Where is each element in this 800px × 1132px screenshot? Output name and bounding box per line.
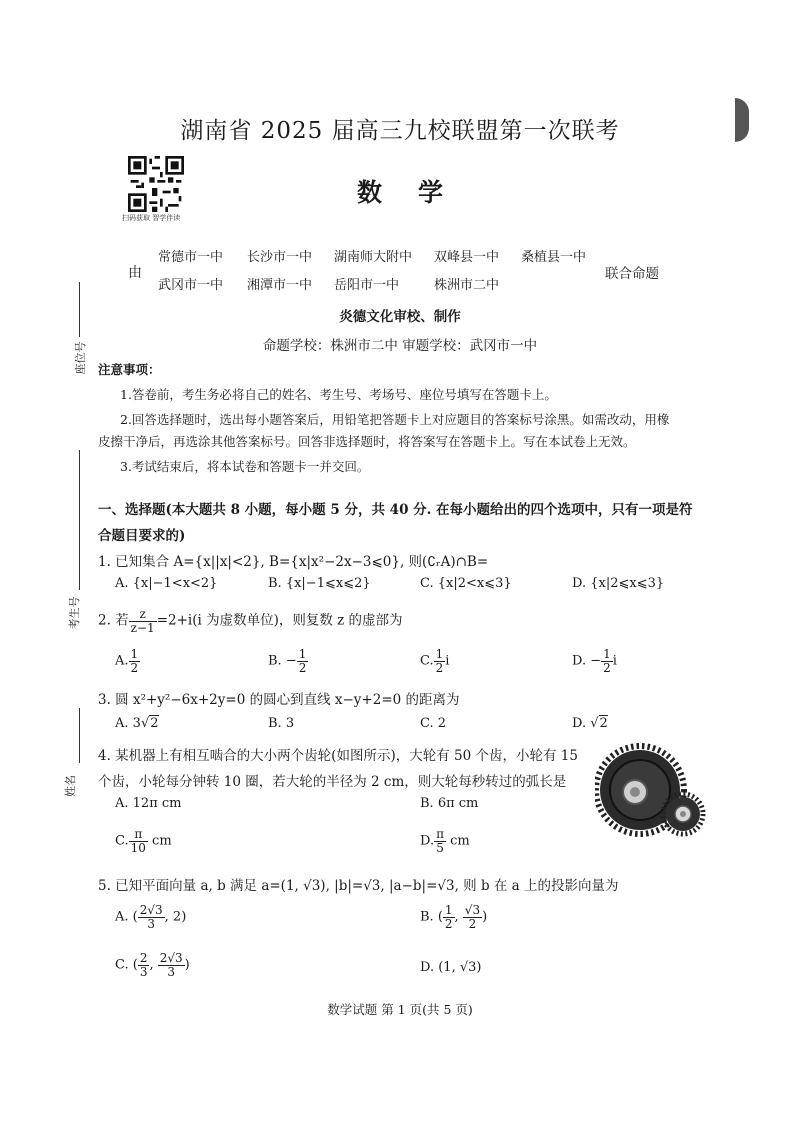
notice-heading: 注意事项：	[98, 362, 161, 377]
small-gear	[663, 794, 703, 834]
setter-line: 命题学校：株洲市二中 审题学校：武冈市一中	[262, 338, 538, 354]
q4-option-b: B. 6π cm	[420, 796, 479, 811]
q2-option-c: C. $\frac{1}{2}$ i	[420, 647, 450, 675]
qr-code[interactable]	[128, 156, 184, 212]
q3-option-c: C. 2	[420, 716, 447, 731]
notice-item-2b: 皮擦干净后，再选涂其他答案标号。回答非选择题时，将答案写在答题卡上。写在本试卷上无效。	[98, 434, 636, 449]
school-7: 湘潭市一中	[247, 278, 313, 293]
school-6: 武冈市一中	[158, 278, 224, 293]
section1-heading-line1: 一、选择题(本大题共 8 小题，每小题 5 分，共 40 分. 在每小题给出的四个选项中，只有一项是符	[98, 502, 693, 518]
school-4: 双峰县一中	[434, 250, 500, 265]
q5-option-a: A. ( $\frac{2√3}{3}$ , 2)	[115, 903, 187, 931]
q3-option-b: B. 3	[268, 716, 295, 731]
school-3: 湖南师大附中	[334, 250, 413, 265]
q5-option-b: B. ( $\frac{1}{2}$ , $\frac{√3}{2}$ )	[420, 903, 488, 931]
q4-option-c: C. $\frac{\pi}{10}$ cm	[115, 827, 172, 855]
notice-item-2a: 2.回答选择题时，选出每小题答案后，用铅笔把答题卡上对应题目的答案标号涂黑。如需改动，用橡	[120, 412, 670, 427]
q4-stem-line2: 个齿，小轮每分钟转 10 圈，若大轮的半径为 2 cm，则大轮每秒转过的弧长是	[98, 774, 567, 790]
gears-figure	[595, 742, 715, 842]
name-label: 姓名	[64, 775, 77, 797]
school-5: 桑植县一中	[521, 250, 587, 265]
q3-option-a: A. 3√2	[115, 716, 159, 731]
producer: 炎德文化审校、制作	[339, 309, 461, 325]
q2-option-a: A. $\frac{1}{2}$	[115, 647, 139, 675]
by-label: 由	[128, 265, 142, 281]
q5-option-c: C. ( $\frac{2}{3}$ , $\frac{2√3}{3}$ )	[115, 951, 190, 979]
seat-number-line	[79, 282, 80, 337]
q2-fraction: $\frac{z}{z-1}$	[130, 607, 155, 635]
school-9: 株洲市二中	[434, 278, 500, 293]
notice-item-1: 1.答卷前，考生务必将自己的姓名、考生号、考场号、座位号填写在答题卡上。	[120, 387, 557, 402]
q1-option-d: D. {x|2⩽x⩽3}	[572, 576, 665, 591]
exam-subject: 数学	[356, 178, 479, 207]
q5-stem: 5. 已知平面向量 a, b 满足 a=(1, √3), |b|=√3, |a−b|=√3, 则 b 在 a 上的投影向量为	[98, 878, 619, 894]
q5-option-d: D. (1, √3)	[420, 960, 482, 975]
q3-stem: 3. 圆 x²+y²−6x+2y=0 的圆心到直线 x−y+2=0 的距离为	[98, 692, 460, 708]
q1-option-a: A. {x|−1<x<2}	[115, 576, 218, 591]
q4-option-d: D. $\frac{\pi}{5}$ cm	[420, 827, 470, 855]
school-1: 常德市一中	[158, 250, 224, 265]
school-8: 岳阳市一中	[334, 278, 400, 293]
joint-label: 联合命题	[605, 266, 659, 282]
qr-caption: 扫码获取 智学伴读	[122, 214, 181, 222]
page-footer: 数学试题 第 1 页(共 5 页)	[327, 1002, 473, 1017]
q1-option-b: B. {x|−1⩽x⩽2}	[268, 576, 371, 591]
q3-option-d: D. √2	[572, 716, 608, 731]
q1-option-c: C. {x|2<x⩽3}	[420, 576, 512, 591]
name-line	[79, 708, 80, 763]
exam-number-line	[79, 450, 80, 590]
q4-option-a: A. 12π cm	[115, 796, 182, 811]
exam-number-label: 考生号	[68, 596, 81, 630]
seat-number-label: 座位号	[74, 341, 87, 375]
q1-stem: 1. 已知集合 A={x||x|<2}, B={x|x²−2x−3⩽0}, 则(∁ᵣA)∩B=	[98, 554, 489, 570]
q4-stem-line1: 4. 某机器上有相互啮合的大小两个齿轮(如图所示)，大轮有 50 个齿，小轮有 15	[98, 748, 578, 764]
q2-option-d: D. − $\frac{1}{2}$ i	[572, 647, 617, 675]
section1-heading-line2: 合题目要求的)	[98, 528, 186, 544]
school-2: 长沙市一中	[247, 250, 313, 265]
exam-title: 湖南省 2025 届高三九校联盟第一次联考	[180, 118, 620, 144]
notice-item-3: 3.考试结束后，将本试卷和答题卡一并交回。	[120, 459, 370, 474]
q2-stem: 2. 若 $\frac{z}{z-1}$ =2+i(i 为虚数单位)，则复数 z 的虚部为	[98, 607, 403, 635]
q2-option-b: B. − $\frac{1}{2}$	[268, 647, 307, 675]
